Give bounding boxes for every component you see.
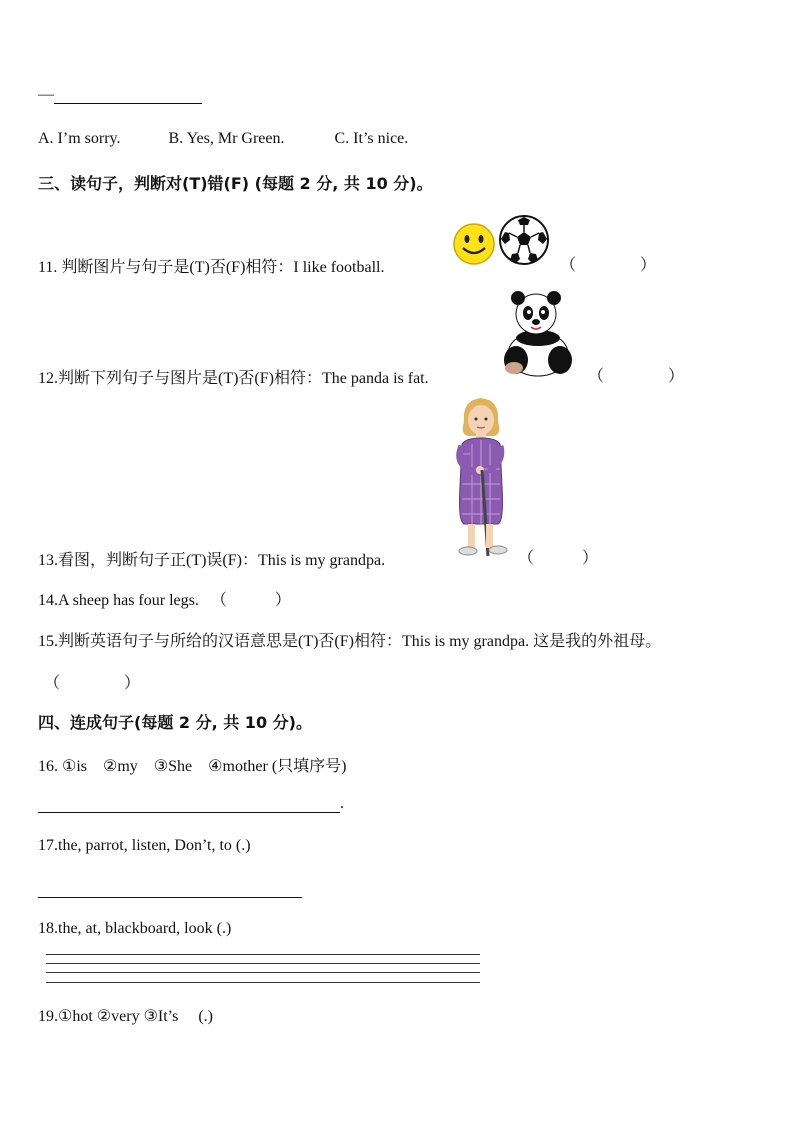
- q14-text: 14.A sheep has four legs.: [38, 592, 199, 609]
- question-12: [38, 365, 429, 388]
- q18-text: 18.the, at, blackboard, look (.): [38, 920, 232, 937]
- q10-dash: —: [38, 86, 54, 103]
- q12-answer-paren[interactable]: （ ）: [588, 368, 685, 385]
- question-15: [38, 628, 661, 651]
- question-11: [38, 254, 384, 277]
- q16-period: .: [340, 795, 344, 812]
- question-19: [38, 1003, 213, 1026]
- q10-option-a[interactable]: A. I’m sorry.: [38, 130, 121, 147]
- q12-text: 12.判断下列句子与图片是(T)否(F)相符：The panda is fat.: [38, 370, 429, 387]
- question-17: [38, 837, 251, 855]
- q11-text: 11. 判断图片与句子是(T)否(F)相符：I like football.: [38, 259, 385, 276]
- q11-answer-paren[interactable]: （ ）: [560, 257, 657, 274]
- q10-option-b[interactable]: B. Yes, Mr Green.: [168, 130, 285, 147]
- football-icon: [498, 214, 550, 266]
- q10-option-c[interactable]: C. It’s nice.: [334, 130, 409, 147]
- q16-text: 16. ①is ②my ③She ④mother (只填序号): [38, 758, 347, 775]
- grandma-image: [448, 394, 514, 562]
- q19-text: 19.①hot ②very ③It’s (.): [38, 1008, 214, 1025]
- q10-answer-line[interactable]: [38, 86, 202, 104]
- question-16: [38, 753, 346, 776]
- question-13: [38, 547, 385, 570]
- smiley-face-icon: [452, 222, 496, 266]
- q18-four-line-grid[interactable]: [46, 954, 480, 984]
- question-18: [38, 920, 231, 938]
- q17-text: 17.the, parrot, listen, Don’t, to (.): [38, 837, 251, 854]
- question-14: [38, 587, 291, 610]
- q10-options: [38, 130, 408, 148]
- q13-answer-paren[interactable]: （ ）: [518, 550, 599, 567]
- q15-answer-paren[interactable]: （ ）: [44, 675, 141, 692]
- q15-text: 15.判断英语句子与所给的汉语意思是(T)否(F)相符：This is my grandpa. 这是我的外祖母。: [38, 633, 662, 650]
- q17-answer-line[interactable]: [38, 880, 302, 898]
- section-3-title: 三、读句子，判断对(T)错(F) (每题 2 分, 共 10 分)。: [38, 174, 433, 193]
- q14-answer-paren[interactable]: （ ）: [210, 592, 291, 609]
- section-4-title: 四、连成句子(每题 2 分, 共 10 分)。: [38, 713, 312, 732]
- q16-answer-line[interactable]: [38, 795, 344, 813]
- panda-image: [498, 286, 578, 380]
- q13-text: 13.看图，判断句子正(T)误(F)：This is my grandpa.: [38, 552, 386, 569]
